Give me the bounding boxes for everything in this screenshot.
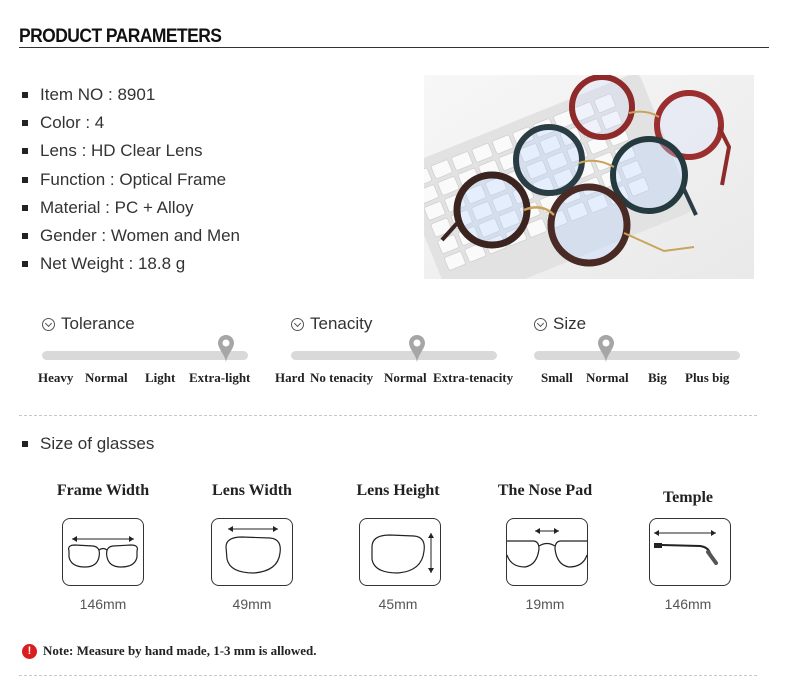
scale-label: Light — [145, 370, 176, 385]
bullet-icon — [22, 261, 28, 267]
param-color — [22, 112, 104, 134]
param-function — [22, 169, 226, 191]
bullet-icon — [22, 120, 28, 126]
scale-label: Extra-light — [189, 370, 251, 385]
param-label: Net Weight : 18.8 g — [40, 254, 186, 273]
param-net-weight — [22, 253, 185, 275]
title-divider — [19, 47, 769, 48]
dimension-title: Frame Width — [56, 482, 150, 499]
scale-label: Heavy — [38, 370, 74, 385]
param-label: Lens : HD Clear Lens — [40, 141, 203, 160]
location-pin-icon — [217, 334, 235, 364]
product-photo — [424, 75, 754, 279]
warning-icon: ! — [22, 644, 37, 659]
chevron-down-circle-icon — [291, 318, 304, 331]
dimension-value: 146mm — [79, 596, 127, 612]
scale-label: Normal — [586, 370, 629, 385]
param-lens — [22, 140, 203, 162]
chevron-down-circle-icon — [534, 318, 547, 331]
dimension-title: Lens Height — [356, 482, 440, 499]
tenacity-track — [291, 351, 497, 360]
bullet-icon — [22, 233, 28, 239]
param-label: Color : 4 — [40, 113, 105, 132]
frame-width-icon — [62, 518, 144, 586]
dimension-title: Temple — [662, 489, 714, 506]
param-material — [22, 197, 194, 219]
bullet-icon — [22, 205, 28, 211]
temple-icon — [649, 518, 731, 586]
page-title: PRODUCT PARAMETERS — [19, 26, 222, 47]
param-label: Item NO : 8901 — [40, 85, 156, 104]
dimension-title: The Nose Pad — [497, 482, 593, 499]
note-text: Note: Measure by hand made, 1-3 mm is allowed. — [43, 643, 317, 658]
section-divider — [19, 415, 757, 416]
glasses-on-keyboard-photo — [424, 75, 754, 279]
bullet-icon — [22, 92, 28, 98]
param-label: Material : PC + Alloy — [40, 198, 194, 217]
param-gender — [22, 225, 240, 247]
bullet-icon — [22, 441, 28, 447]
dimension-value: 146mm — [664, 596, 712, 612]
tenacity-label: Tenacity — [291, 314, 372, 334]
location-pin-icon — [597, 334, 615, 364]
dimension-value: 45mm — [378, 596, 418, 612]
size-of-glasses-heading: Size of glasses — [22, 434, 154, 454]
scale-label: Hard — [275, 370, 305, 385]
scale-label: Big — [648, 370, 667, 385]
dimension-value: 49mm — [232, 596, 272, 612]
scale-label: Plus big — [685, 370, 730, 385]
dimension-title: Lens Width — [212, 482, 292, 499]
param-label: Function : Optical Frame — [40, 170, 227, 189]
bullet-icon — [22, 177, 28, 183]
lens-height-icon — [359, 518, 441, 586]
dimension-value: 19mm — [525, 596, 565, 612]
scale-label: Normal — [85, 370, 128, 385]
param-label: Gender : Women and Men — [40, 226, 241, 245]
chevron-down-circle-icon — [42, 318, 55, 331]
scale-label: Extra-tenacity — [433, 370, 514, 385]
scale-label: Normal — [384, 370, 427, 385]
size-label: Size — [534, 314, 586, 334]
size-track — [534, 351, 740, 360]
bullet-icon — [22, 148, 28, 154]
lens-width-icon — [211, 518, 293, 586]
param-item-number — [22, 84, 155, 106]
tolerance-label: Tolerance — [42, 314, 135, 334]
location-pin-icon — [408, 334, 426, 364]
scale-label: Small — [541, 370, 573, 385]
scale-label: No tenacity — [310, 370, 374, 385]
bottom-divider — [19, 675, 757, 676]
nose-pad-icon — [506, 518, 588, 586]
measurement-note — [22, 643, 316, 659]
